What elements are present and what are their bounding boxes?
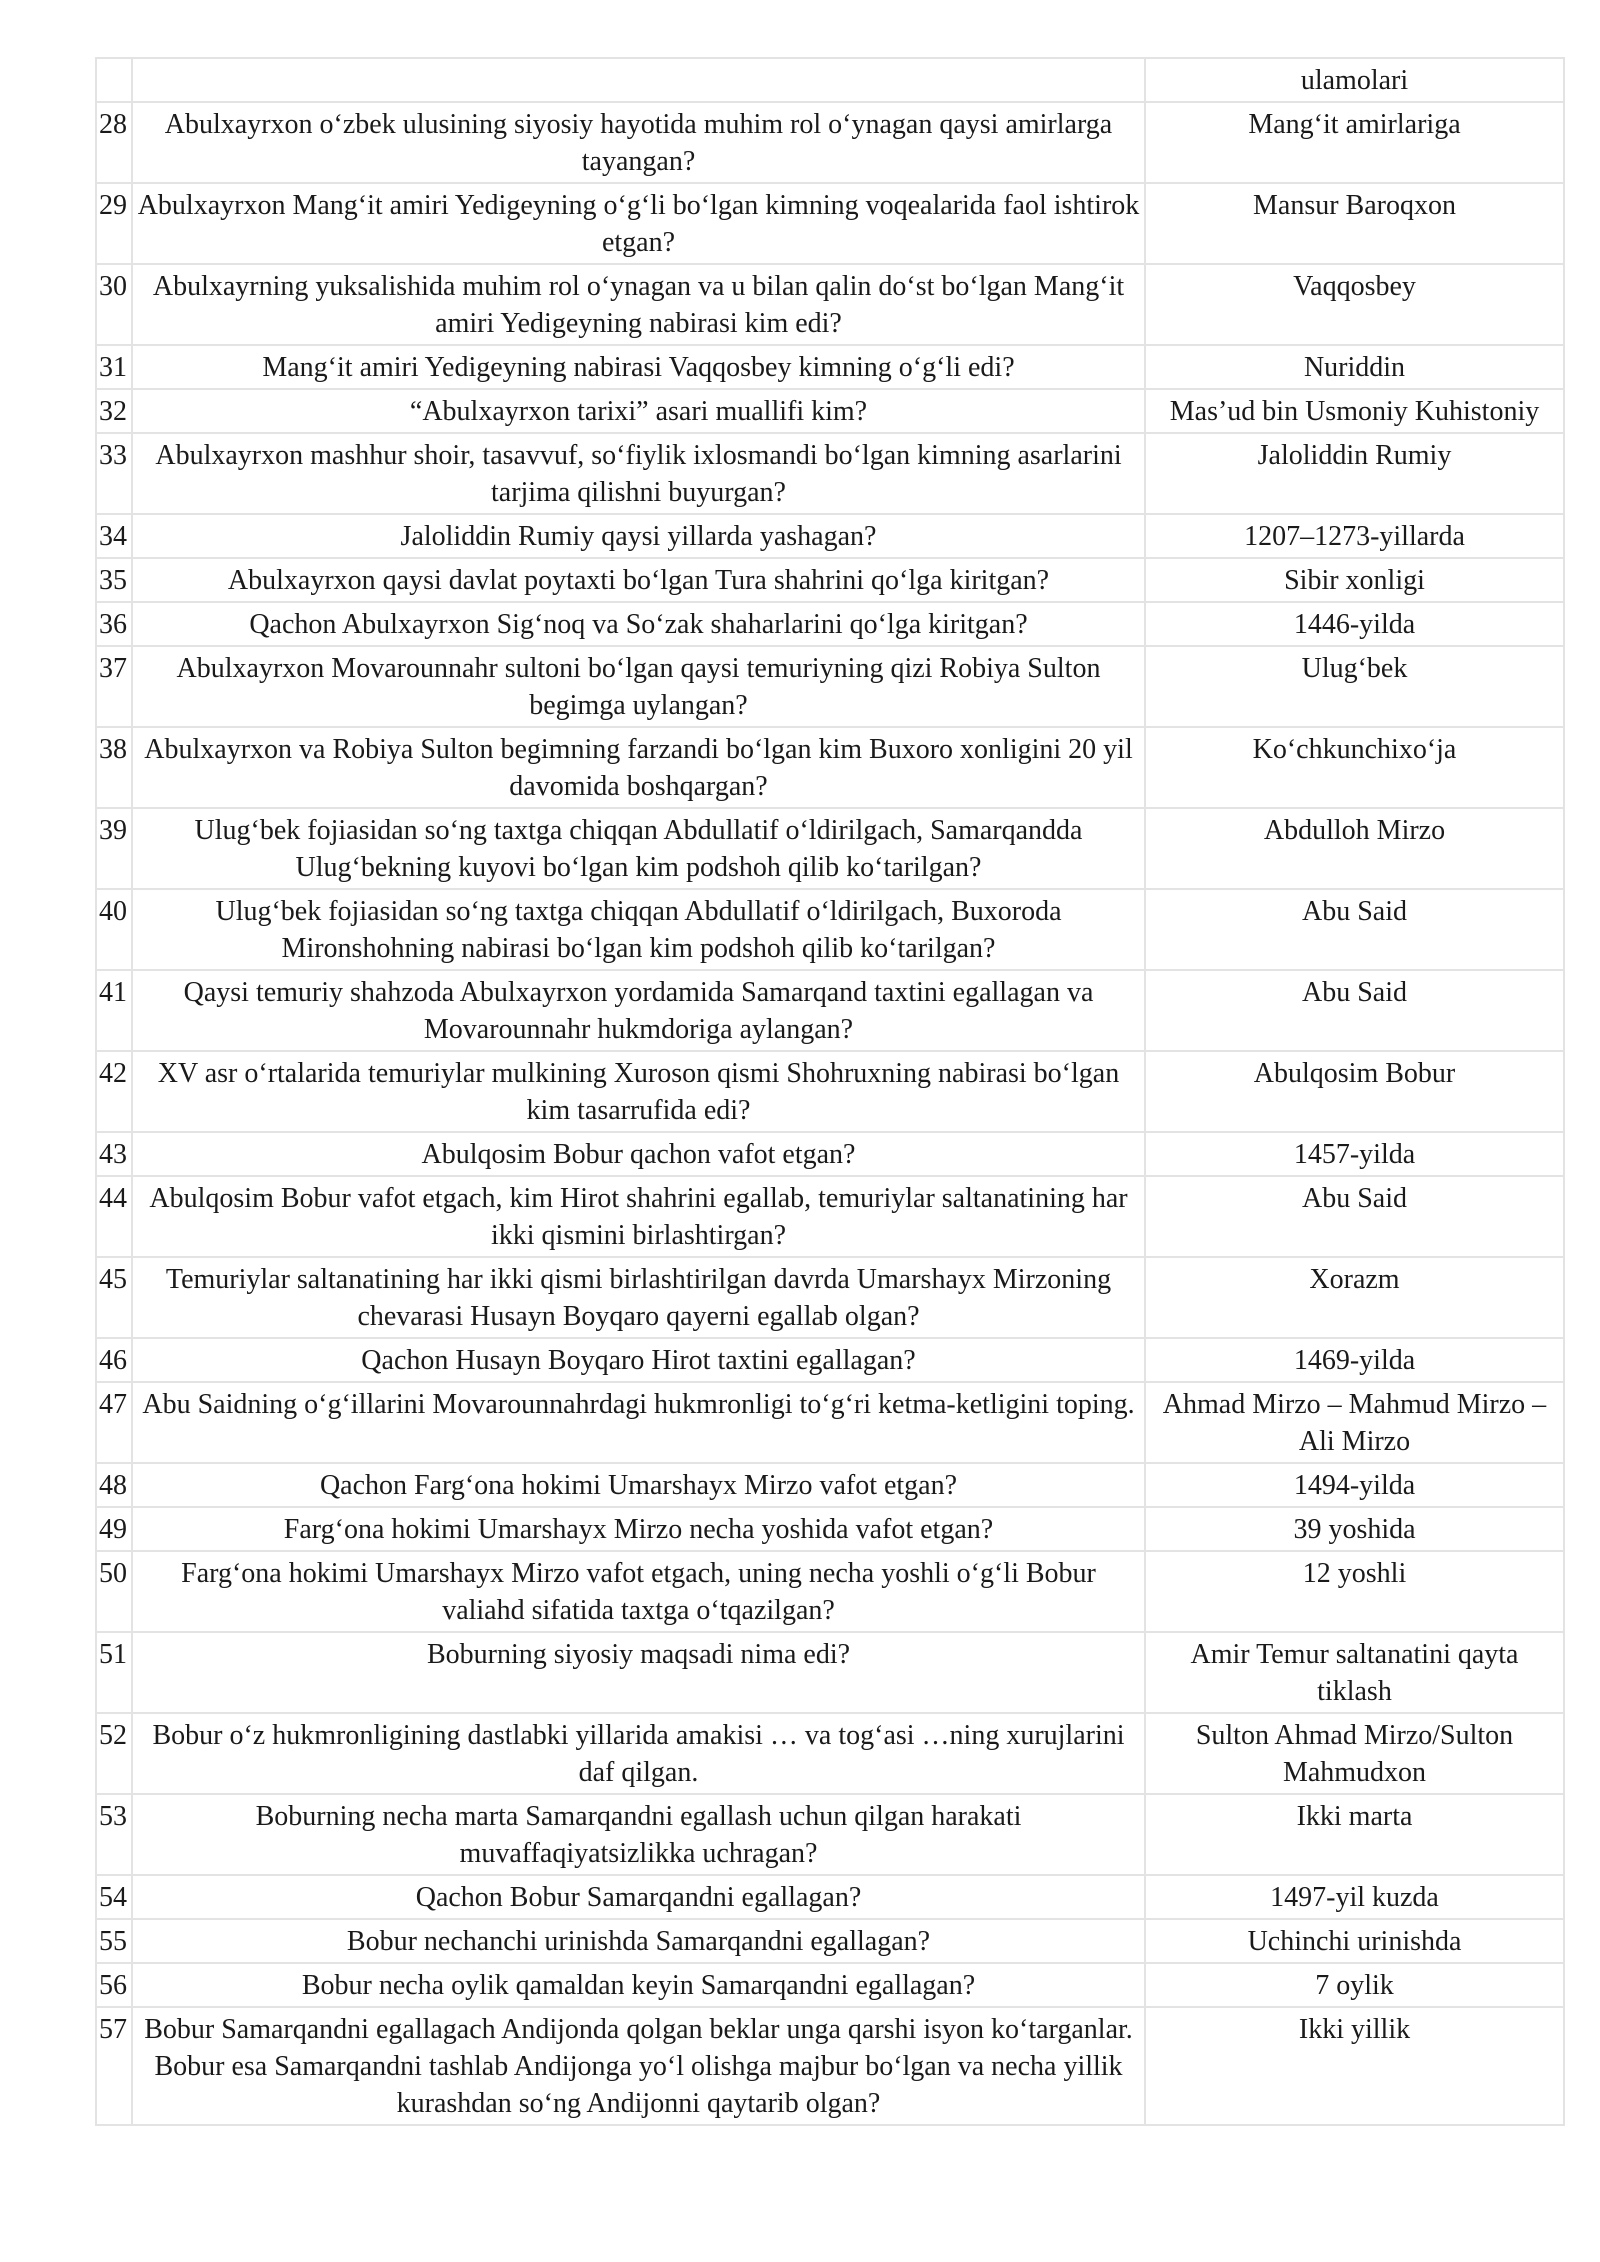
question-cell: Boburning necha marta Samarqandni egallash uchun qilgan harakati muvaffaqiyatsizlikka uchragan? [132, 1794, 1145, 1875]
table-row [96, 1713, 1564, 1794]
row-number: 30 [96, 264, 132, 345]
question-cell: Abulxayrxon o‘zbek ulusining siyosiy hayotida muhim rol o‘ynagan qaysi amirlarga tayangan? [132, 102, 1145, 183]
question-cell: XV asr o‘rtalarida temuriylar mulkining Xuroson qismi Shohruxning nabirasi bo‘lgan kim tasarrufida edi? [132, 1051, 1145, 1132]
question-cell: Qachon Farg‘ona hokimi Umarshayx Mirzo vafot etgan? [132, 1463, 1145, 1507]
row-number: 56 [96, 1963, 132, 2007]
answer-cell: 1457-yilda [1145, 1132, 1564, 1176]
answer-cell: Jaloliddin Rumiy [1145, 433, 1564, 514]
row-number: 37 [96, 646, 132, 727]
table-row [96, 1338, 1564, 1382]
question-cell: Qachon Abulxayrxon Sig‘noq va So‘zak shaharlarini qo‘lga kiritgan? [132, 602, 1145, 646]
answer-cell: Nuriddin [1145, 345, 1564, 389]
row-number: 33 [96, 433, 132, 514]
question-cell: Farg‘ona hokimi Umarshayx Mirzo vafot etgach, uning necha yoshli o‘g‘li Bobur valiahd sifatida taxtga o‘tqazilgan? [132, 1551, 1145, 1632]
row-number: 57 [96, 2007, 132, 2125]
row-number: 49 [96, 1507, 132, 1551]
question-cell: Bobur Samarqandni egallagach Andijonda qolgan beklar unga qarshi isyon ko‘targanlar. Bobur esa Samarqandni tashlab Andijonga yo‘l olishga majbur bo‘lgan va necha yillik kurashdan so‘ng Andijonni qaytarib olgan? [132, 2007, 1145, 2125]
question-cell: Ulug‘bek fojiasidan so‘ng taxtga chiqqan Abdullatif o‘ldirilgach, Samarqandda Ulug‘bekning kuyovi bo‘lgan kim podshoh qilib ko‘tarilgan? [132, 808, 1145, 889]
row-number: 38 [96, 727, 132, 808]
question-cell: Abulqosim Bobur vafot etgach, kim Hirot shahrini egallab, temuriylar saltanatining har ikki qismini birlashtirgan? [132, 1176, 1145, 1257]
question-cell: Abulxayrxon Mang‘it amiri Yedigeyning o‘g‘li bo‘lgan kimning voqealarida faol ishtirok etgan? [132, 183, 1145, 264]
answer-cell: 1207–1273-yillarda [1145, 514, 1564, 558]
row-number: 53 [96, 1794, 132, 1875]
answer-cell: 1446-yilda [1145, 602, 1564, 646]
answer-cell: 12 yoshli [1145, 1551, 1564, 1632]
table-row [96, 389, 1564, 433]
row-number: 36 [96, 602, 132, 646]
row-number: 41 [96, 970, 132, 1051]
question-cell: Abulxayrxon va Robiya Sulton begimning farzandi bo‘lgan kim Buxoro xonligini 20 yil davomida boshqargan? [132, 727, 1145, 808]
table-row [96, 602, 1564, 646]
question-cell: “Abulxayrxon tarixi” asari muallifi kim? [132, 389, 1145, 433]
qa-table [95, 57, 1565, 2126]
table-row [96, 58, 1564, 102]
table-row [96, 2007, 1564, 2125]
table-row [96, 264, 1564, 345]
table-row [96, 1382, 1564, 1463]
table-row [96, 1875, 1564, 1919]
table-row [96, 558, 1564, 602]
question-cell: Abulxayrxon Movarounnahr sultoni bo‘lgan qaysi temuriyning qizi Robiya Sulton begimga uylangan? [132, 646, 1145, 727]
row-number: 31 [96, 345, 132, 389]
row-number: 42 [96, 1051, 132, 1132]
answer-cell: 1469-yilda [1145, 1338, 1564, 1382]
row-number: 28 [96, 102, 132, 183]
row-number: 51 [96, 1632, 132, 1713]
row-number: 48 [96, 1463, 132, 1507]
answer-cell: 1497-yil kuzda [1145, 1875, 1564, 1919]
answer-cell: Sibir xonligi [1145, 558, 1564, 602]
row-number: 35 [96, 558, 132, 602]
table-row [96, 183, 1564, 264]
row-number: 32 [96, 389, 132, 433]
row-number: 44 [96, 1176, 132, 1257]
answer-cell: Mansur Baroqxon [1145, 183, 1564, 264]
table-row [96, 1507, 1564, 1551]
answer-cell: Xorazm [1145, 1257, 1564, 1338]
answer-cell: 7 oylik [1145, 1963, 1564, 2007]
row-number: 50 [96, 1551, 132, 1632]
question-cell: Bobur nechanchi urinishda Samarqandni egallagan? [132, 1919, 1145, 1963]
answer-cell: Abu Said [1145, 1176, 1564, 1257]
question-cell: Bobur o‘z hukmronligining dastlabki yillarida amakisi … va tog‘asi …ning xurujlarini daf qilgan. [132, 1713, 1145, 1794]
table-row [96, 1176, 1564, 1257]
question-cell: Ulug‘bek fojiasidan so‘ng taxtga chiqqan Abdullatif o‘ldirilgach, Buxoroda Mironshohning nabirasi bo‘lgan kim podshoh qilib ko‘tarilgan? [132, 889, 1145, 970]
table-row [96, 1551, 1564, 1632]
row-number: 52 [96, 1713, 132, 1794]
row-number: 54 [96, 1875, 132, 1919]
answer-cell: Sulton Ahmad Mirzo/Sulton Mahmudxon [1145, 1713, 1564, 1794]
question-cell: Bobur necha oylik qamaldan keyin Samarqandni egallagan? [132, 1963, 1145, 2007]
answer-cell: Ikki marta [1145, 1794, 1564, 1875]
question-cell: Abu Saidning o‘g‘illarini Movarounnahrdagi hukmronligi to‘g‘ri ketma-ketligini toping. [132, 1382, 1145, 1463]
table-row [96, 889, 1564, 970]
row-number: 45 [96, 1257, 132, 1338]
answer-cell: Ikki yillik [1145, 2007, 1564, 2125]
table-row [96, 1257, 1564, 1338]
answer-cell: ulamolari [1145, 58, 1564, 102]
answer-cell: Ahmad Mirzo – Mahmud Mirzo – Ali Mirzo [1145, 1382, 1564, 1463]
question-cell: Abulxayrxon qaysi davlat poytaxti bo‘lgan Tura shahrini qo‘lga kiritgan? [132, 558, 1145, 602]
question-cell: Abulqosim Bobur qachon vafot etgan? [132, 1132, 1145, 1176]
answer-cell: Uchinchi urinishda [1145, 1919, 1564, 1963]
answer-cell: 39 yoshida [1145, 1507, 1564, 1551]
answer-cell: Abdulloh Mirzo [1145, 808, 1564, 889]
question-cell: Abulxayrxon mashhur shoir, tasavvuf, so‘fiylik ixlosmandi bo‘lgan kimning asarlarini tarjima qilishni buyurgan? [132, 433, 1145, 514]
table-row [96, 1463, 1564, 1507]
answer-cell: Amir Temur saltanatini qayta tiklash [1145, 1632, 1564, 1713]
row-number: 47 [96, 1382, 132, 1463]
table-row [96, 433, 1564, 514]
row-number: 29 [96, 183, 132, 264]
question-cell: Boburning siyosiy maqsadi nima edi? [132, 1632, 1145, 1713]
question-cell: Qachon Bobur Samarqandni egallagan? [132, 1875, 1145, 1919]
table-row [96, 514, 1564, 558]
answer-cell: Ko‘chkunchixo‘ja [1145, 727, 1564, 808]
table-row [96, 646, 1564, 727]
question-cell: Qaysi temuriy shahzoda Abulxayrxon yordamida Samarqand taxtini egallagan va Movarounnahr hukmdoriga aylangan? [132, 970, 1145, 1051]
row-number: 34 [96, 514, 132, 558]
question-cell: Temuriylar saltanatining har ikki qismi birlashtirilgan davrda Umarshayx Mirzoning chevarasi Husayn Boyqaro qayerni egallab olgan? [132, 1257, 1145, 1338]
answer-cell: Mang‘it amirlariga [1145, 102, 1564, 183]
row-number: 55 [96, 1919, 132, 1963]
table-row [96, 102, 1564, 183]
row-number [96, 58, 132, 102]
table-row [96, 1632, 1564, 1713]
table-row [96, 1132, 1564, 1176]
table-row [96, 1051, 1564, 1132]
table-row [96, 1794, 1564, 1875]
table-row [96, 727, 1564, 808]
answer-cell: Abu Said [1145, 889, 1564, 970]
answer-cell: Mas’ud bin Usmoniy Kuhistoniy [1145, 389, 1564, 433]
qa-table-body [96, 58, 1564, 2125]
row-number: 40 [96, 889, 132, 970]
table-row [96, 1919, 1564, 1963]
table-row [96, 1963, 1564, 2007]
answer-cell: 1494-yilda [1145, 1463, 1564, 1507]
table-row [96, 808, 1564, 889]
question-cell: Qachon Husayn Boyqaro Hirot taxtini egallagan? [132, 1338, 1145, 1382]
answer-cell: Ulug‘bek [1145, 646, 1564, 727]
table-row [96, 345, 1564, 389]
question-cell: Jaloliddin Rumiy qaysi yillarda yashagan? [132, 514, 1145, 558]
row-number: 43 [96, 1132, 132, 1176]
answer-cell: Abulqosim Bobur [1145, 1051, 1564, 1132]
question-cell: Abulxayrning yuksalishida muhim rol o‘ynagan va u bilan qalin do‘st bo‘lgan Mang‘it amiri Yedigeyning nabirasi kim edi? [132, 264, 1145, 345]
question-cell: Farg‘ona hokimi Umarshayx Mirzo necha yoshida vafot etgan? [132, 1507, 1145, 1551]
question-cell [132, 58, 1145, 102]
row-number: 39 [96, 808, 132, 889]
row-number: 46 [96, 1338, 132, 1382]
answer-cell: Vaqqosbey [1145, 264, 1564, 345]
question-cell: Mang‘it amiri Yedigeyning nabirasi Vaqqosbey kimning o‘g‘li edi? [132, 345, 1145, 389]
answer-cell: Abu Said [1145, 970, 1564, 1051]
table-row [96, 970, 1564, 1051]
